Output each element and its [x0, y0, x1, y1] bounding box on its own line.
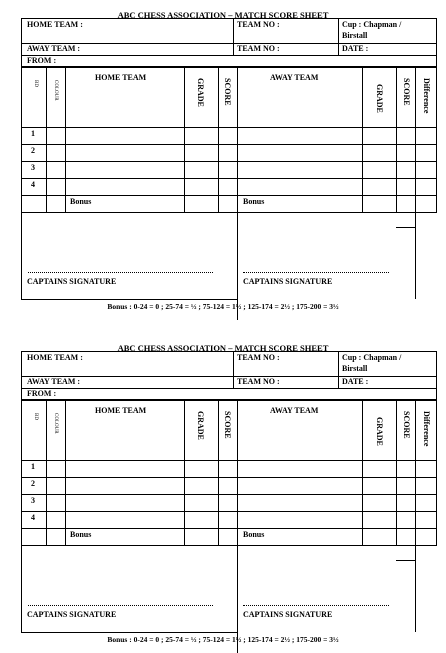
- col-header-score-home: SCORE: [223, 78, 232, 106]
- board-number: 3: [31, 496, 35, 505]
- col-header-away-team: AWAY TEAM: [270, 73, 319, 82]
- col-header-grade-away: GRADE: [375, 84, 384, 113]
- board-number: 1: [31, 462, 35, 471]
- bonus-home-label: Bonus: [70, 197, 92, 206]
- bonus-home-label: Bonus: [70, 530, 92, 539]
- col-header-score-away: SCORE: [402, 411, 411, 439]
- cup-field[interactable]: Cup : Chapman /: [342, 20, 402, 29]
- date-field[interactable]: DATE :: [342, 44, 369, 53]
- date-field[interactable]: DATE :: [342, 377, 369, 386]
- board-number: 4: [31, 513, 35, 522]
- cup-field-line-2: Birstall: [342, 364, 368, 373]
- col-header-colour: COLOUR: [53, 413, 58, 434]
- sheet-title: ABC CHESS ASSOCIATION – MATCH SCORE SHEET: [117, 343, 329, 353]
- bonus-scale-note: Bonus : 0-24 = 0 ; 25-74 = ½ ; 75-124 = 1½ ; 125-174 = 2½ ; 175-200 = 3½: [107, 635, 339, 644]
- score-sheet-2: [0, 333, 446, 653]
- cup-field-line-2: Birstall: [342, 31, 368, 40]
- col-header-colour: COLOUR: [53, 80, 58, 101]
- board-number: 2: [31, 479, 35, 488]
- captain-signature-home[interactable]: CAPTAINS SIGNATURE: [27, 277, 117, 286]
- col-header-difference: Difference: [422, 411, 431, 447]
- sheet-title: ABC CHESS ASSOCIATION – MATCH SCORE SHEET: [117, 10, 329, 20]
- col-header-bd: BD: [33, 80, 38, 87]
- bonus-scale-note: Bonus : 0-24 = 0 ; 25-74 = ½ ; 75-124 = 1½ ; 125-174 = 2½ ; 175-200 = 3½: [107, 302, 339, 311]
- col-header-grade-home: GRADE: [196, 411, 205, 440]
- team-no-field[interactable]: TEAM NO :: [237, 44, 280, 53]
- board-number: 3: [31, 163, 35, 172]
- captain-signature-away[interactable]: CAPTAINS SIGNATURE: [243, 277, 333, 286]
- captain-signature-home[interactable]: CAPTAINS SIGNATURE: [27, 610, 117, 619]
- team-no-field[interactable]: TEAM NO :: [237, 377, 280, 386]
- team-no-field[interactable]: TEAM NO :: [237, 353, 280, 362]
- cup-field[interactable]: Cup : Chapman /: [342, 353, 402, 362]
- board-number: 1: [31, 129, 35, 138]
- bonus-away-label: Bonus: [243, 197, 265, 206]
- col-header-home-team: HOME TEAM: [95, 73, 147, 82]
- col-header-away-team: AWAY TEAM: [270, 406, 319, 415]
- col-header-home-team: HOME TEAM: [95, 406, 147, 415]
- col-header-grade-away: GRADE: [375, 417, 384, 446]
- col-header-score-away: SCORE: [402, 78, 411, 106]
- away-team-field[interactable]: AWAY TEAM :: [27, 44, 81, 53]
- home-team-field[interactable]: HOME TEAM :: [27, 353, 83, 362]
- col-header-difference: Difference: [422, 78, 431, 114]
- score-sheet-1: [0, 0, 446, 320]
- captain-signature-away[interactable]: CAPTAINS SIGNATURE: [243, 610, 333, 619]
- col-header-score-home: SCORE: [223, 411, 232, 439]
- from-field[interactable]: FROM :: [27, 56, 57, 65]
- board-number: 4: [31, 180, 35, 189]
- col-header-bd: BD: [33, 413, 38, 420]
- board-number: 2: [31, 146, 35, 155]
- bonus-away-label: Bonus: [243, 530, 265, 539]
- team-no-field[interactable]: TEAM NO :: [237, 20, 280, 29]
- from-field[interactable]: FROM :: [27, 389, 57, 398]
- away-team-field[interactable]: AWAY TEAM :: [27, 377, 81, 386]
- home-team-field[interactable]: HOME TEAM :: [27, 20, 83, 29]
- col-header-grade-home: GRADE: [196, 78, 205, 107]
